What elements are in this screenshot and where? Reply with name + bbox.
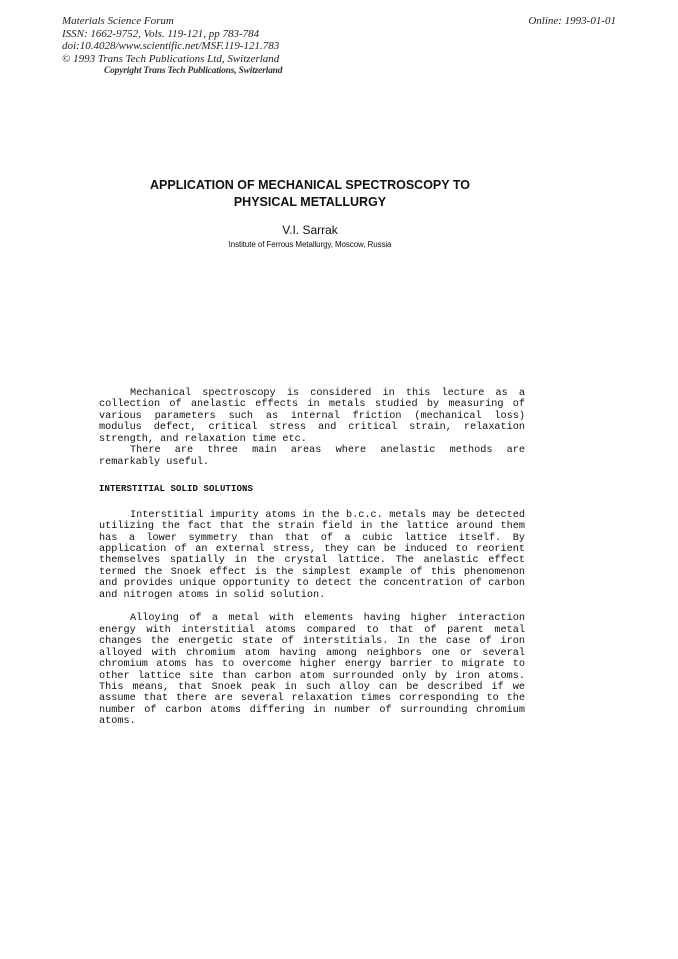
doi-line[interactable]: doi:10.4028/www.scientific.net/MSF.119-121.783 (62, 40, 280, 53)
title-line-1: APPLICATION OF MECHANICAL SPECTROSCOPY TO (150, 178, 470, 192)
section-paragraph-2: Alloying of a metal with elements having higher interaction energy with interstitial atoms compared to that of parent metal changes the energetic state of interstitials. In the case of iron alloyed with chromium atom having among neighbors one or several chromium atoms has to overcome higher energy barrier to migrate to other lattice site than carbon atom surrounded only by iron atoms. This means, that Snoek peak in such alloy can be described if we assume that there are several relaxation times corresponding to the number of carbon atoms differing in number of surrounding chromium atoms. (99, 613, 525, 728)
article-body (99, 388, 525, 728)
paragraph-gap (99, 601, 525, 613)
section-paragraph-1: Interstitial impurity atoms in the b.c.c. metals may be detected utilizing the fact that the strain field in the lattice around them has a lower symmetry than that of a cubic lattice itself. By application of an external stress, they can be induced to reorient themselves spatially in the crystal lattice. The anelastic effect termed the Snoek effect is the simplest example of this phenomenon and provides unique opportunity to detect the concentration of carbon and nitrogen atoms in solid solution. (99, 509, 525, 601)
journal-name: Materials Science Forum (62, 15, 174, 27)
section-heading: INTERSTITIAL SOLID SOLUTIONS (99, 484, 254, 495)
copyright-stamp: Copyright Trans Tech Publications, Switzerland (104, 66, 283, 77)
article-title (0, 177, 620, 211)
abstract-paragraph-1: Mechanical spectroscopy is considered in this lecture as a collection of anelastic effects in metals studied by measuring of various parameters such as internal friction (mechanical loss) modulus defect, critical stress and critical strain, relaxation strength, and relaxation time etc. (99, 388, 525, 445)
abstract-paragraph-2: There are three main areas where anelastic methods are remarkably useful. (99, 445, 525, 468)
issn-line: ISSN: 1662-9752, Vols. 119-121, pp 783-784 (62, 27, 260, 40)
author-affiliation: Institute of Ferrous Metallurgy, Moscow, Russia (228, 240, 392, 249)
title-line-2: PHYSICAL METALLURGY (233, 195, 387, 209)
online-date: Online: 1993-01-01 (528, 15, 616, 27)
publication-metadata (62, 15, 282, 78)
author-name: V.I. Sarrak (282, 223, 338, 237)
copyright-line: © 1993 Trans Tech Publications Ltd, Switzerland (62, 52, 280, 65)
